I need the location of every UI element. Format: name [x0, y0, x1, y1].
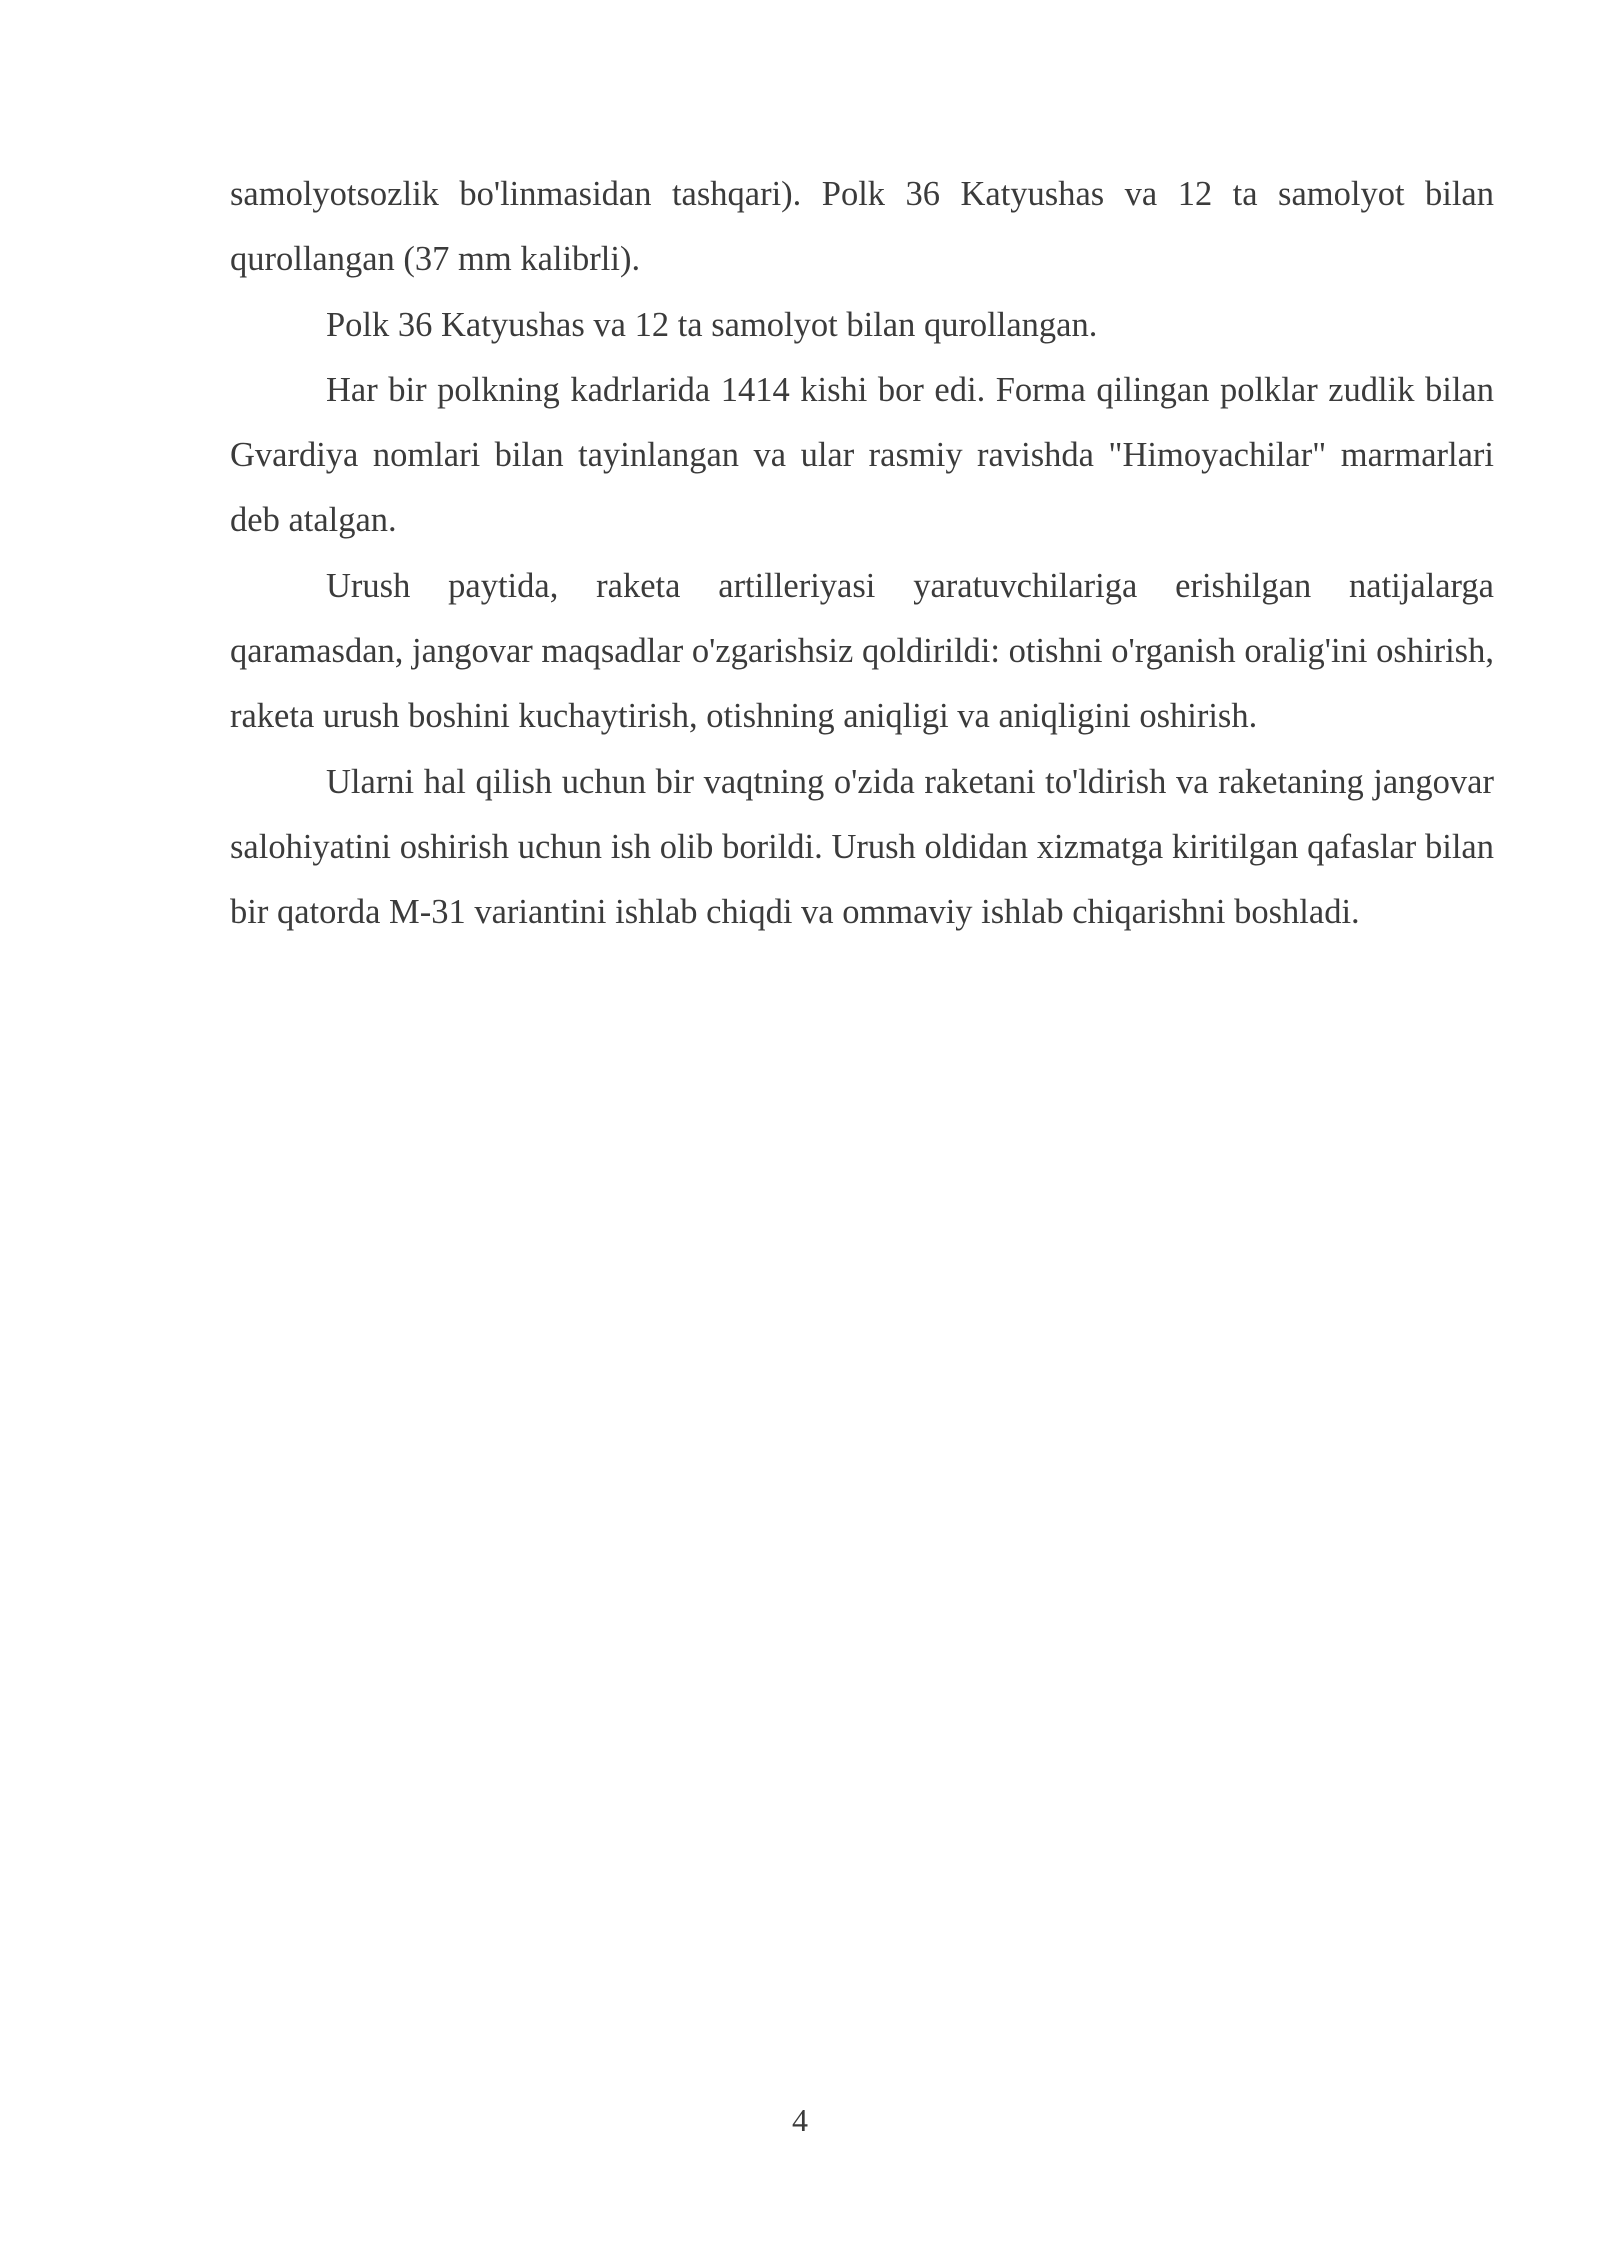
page-number: 4	[792, 2102, 808, 2138]
paragraph: Har bir polkning kadrlarida 1414 kishi bor edi. Forma qilingan polklar zudlik bilan Gvardiya nomlari bilan tayinlangan va ular rasmiy ravishda "Himoyachilar" marmarlari deb atalgan.	[230, 370, 1494, 540]
paragraph: Urush paytida, raketa artilleriyasi yaratuvchilariga erishilgan natijalarga qaramasdan, jangovar maqsadlar o'zgarishsiz qoldirildi: otishni o'rganish oralig'ini oshirish, raketa urush boshini kuchaytirish, otishning aniqligi va aniqligini oshirish.	[230, 566, 1494, 736]
paragraph-continued: samolyotsozlik bo'linmasidan tashqari). Polk 36 Katyushas va 12 ta samolyot bilan qurollangan (37 mm kalibrli).	[230, 175, 1494, 279]
paragraph: Polk 36 Katyushas va 12 ta samolyot bilan qurollangan.	[326, 305, 1098, 344]
paragraph: Ularni hal qilish uchun bir vaqtning o'zida raketani to'ldirish va raketaning jangovar salohiyatini oshirish uchun ish olib borildi. Urush oldidan xizmatga kiritilgan qafaslar bilan bir qatorda M-31 variantini ishlab chiqdi va ommaviy ishlab chiqarishni boshladi.	[230, 762, 1494, 932]
body-text	[230, 162, 1494, 946]
